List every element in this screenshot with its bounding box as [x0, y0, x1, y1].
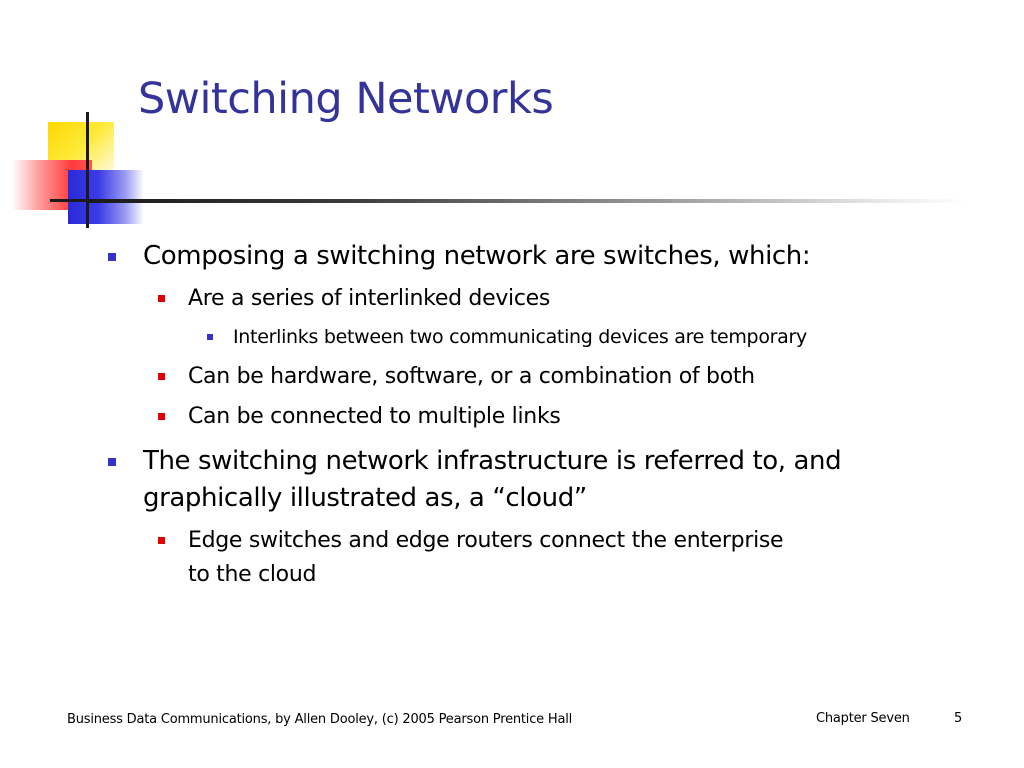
bullet-text: Can be hardware, software, or a combination of both [188, 364, 755, 389]
slide-title: Switching Networks [138, 74, 554, 124]
bullet-text-line1: The switching network infrastructure is referred to, and [143, 446, 842, 476]
bullet-text: Interlinks between two communicating devices are temporary [233, 326, 807, 348]
bullet-text: Can be connected to multiple links [188, 404, 561, 429]
bullet-text: Composing a switching network are switches, which: [143, 241, 811, 271]
bullet-text-line1: Edge switches and edge routers connect the enterprise [188, 528, 784, 553]
bullet-marker [158, 537, 165, 544]
bullet-marker [108, 458, 116, 466]
footer-chapter: Chapter Seven [816, 711, 910, 726]
footer-copyright: Business Data Communications, by Allen Dooley, (c) 2005 Pearson Prentice Hall [67, 712, 573, 727]
bullet-text-line2: graphically illustrated as, a “cloud” [143, 483, 587, 513]
blue-square [68, 170, 144, 224]
title-divider [88, 199, 968, 203]
bullet-marker [207, 334, 213, 340]
bullet-marker [158, 373, 165, 380]
bullet-text: Are a series of interlinked devices [188, 286, 551, 311]
bullet-marker [158, 413, 165, 420]
bullet-text-line2: to the cloud [188, 562, 317, 587]
colored-squares-logo-icon [0, 0, 150, 240]
bullet-marker [158, 295, 165, 302]
bullet-marker [108, 253, 116, 261]
footer-page-number: 5 [954, 711, 963, 726]
logo-vertical-line [86, 112, 89, 228]
